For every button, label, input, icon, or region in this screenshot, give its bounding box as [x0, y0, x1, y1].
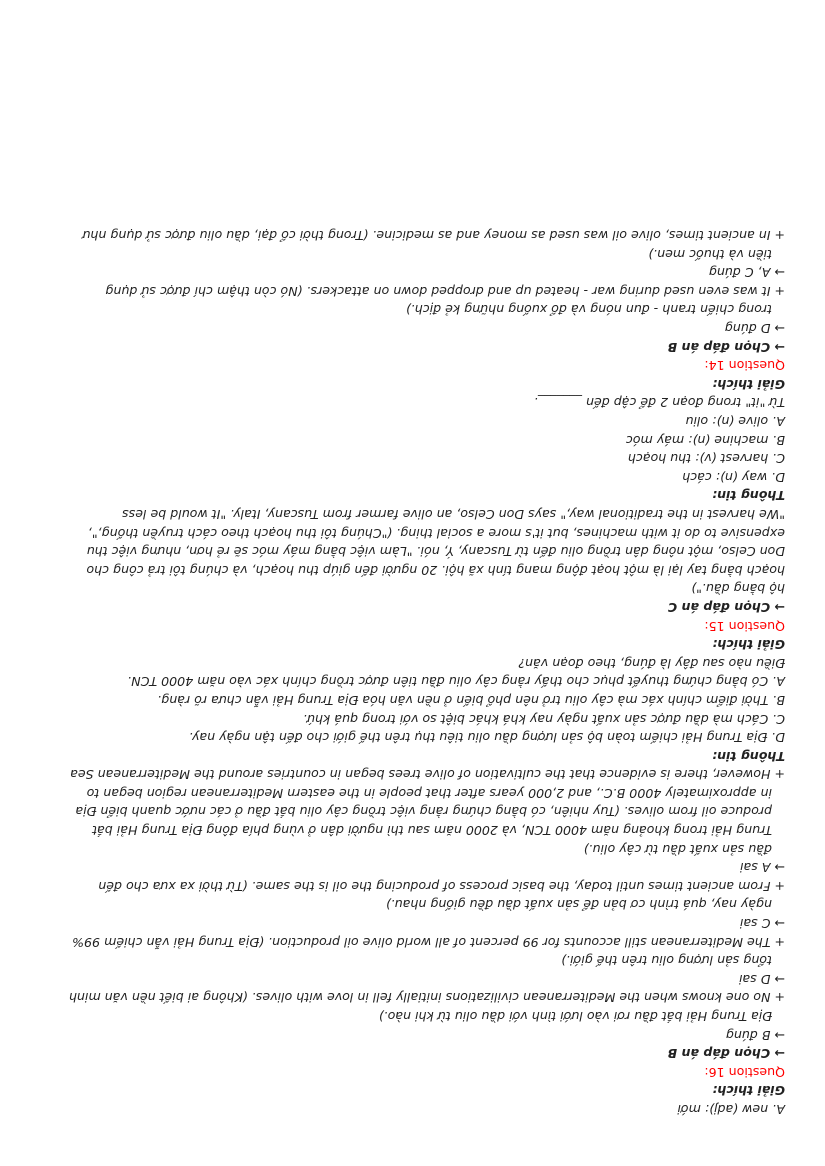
text-line: Don Celso, một nông dân trồng oliu đến từ Tuscany, Ý, nói. "Làm việc bằng máy móc sẽ rẻ hơn, nhưng việc thu [86, 544, 785, 560]
text-line: + In ancient times, olive oil was used as money and as medicine. (Trong thời cổ đại, dầu oliu được sử dụng như [82, 228, 785, 244]
text-line: A. Có bằng chứng thuyết phục cho thấy rằng cây oliu đầu tiên được trồng chính xác vào năm 4000 TCN. [127, 674, 785, 690]
text-line: "We harvest in the traditional way," says Don Celso, an olive farmer from Tuscany, Italy. "It would be less [122, 507, 785, 522]
text-line: Thông tin: [712, 748, 785, 764]
question-heading: Question 15: [704, 618, 785, 634]
text-line: B. machine (n): máy móc [625, 432, 785, 448]
text-line: expensive to do it with machines, but it's more a social thing. ("Chúng tôi thu hoạch theo cách truyền thống,", [87, 525, 785, 541]
text-line: ngày nay, quá trình cơ bản để sản xuất dầu đều giống nhau.) [385, 897, 772, 913]
text-line: Giải thích: [712, 1083, 785, 1099]
text-line: + It was even used during war - heated up and dropped down on attackers. (Nó còn thậm chí được sử dụng [105, 283, 785, 299]
text-line: → A sai [740, 860, 785, 876]
text-line: D. way (n): cách [682, 469, 785, 485]
text-line: B. Thời điểm chính xác mà cây oliu trở nên phổ biến ở nền văn hóa Địa Trung Hải vẫn chưa rõ ràng. [157, 692, 785, 708]
text-line: hộ bằng dầu.") [691, 581, 785, 597]
text-line: → C sai [739, 916, 785, 932]
text-line: Thông tin: [712, 488, 785, 504]
text-line: → D đúng [724, 321, 785, 337]
text-line: → Chọn đáp án C [667, 599, 785, 615]
text-line: in approximately 4000 B.C., and 2,000 years after that people in the eastern Mediterranean region began to [86, 785, 772, 801]
text-line: C. Cách mà dầu được sản xuất ngày nay khá khác biệt so với trong quá khứ. [303, 711, 785, 727]
text-line: tổng sản lượng oliu trên thế giới.) [561, 953, 772, 969]
text-line: + The Mediterranean still accounts for 99 percent of all world olive oil production. (Địa Trung Hải vẫn chiếm 99% [72, 934, 785, 950]
text-line: đầu sản xuất dầu từ cây oliu.) [583, 841, 772, 857]
text-line: trong chiến tranh - đun nóng và đổ xuống những kẻ địch.) [405, 302, 772, 318]
text-line: + However, there is evidence that the cultivation of olive trees began in countries around the Mediterranean Sea [70, 767, 785, 783]
text-line: → D sai [738, 971, 785, 987]
question-heading: Question 14: [704, 358, 785, 374]
text-line: → Chọn đáp án B [667, 339, 785, 355]
text-line: → B đúng [725, 1027, 785, 1043]
text-line: tiền và thuốc men.) [648, 246, 772, 262]
text-line: + From ancient times until today, the basic process of producing the oil is the same. (Từ thời xa xưa cho đến [98, 878, 785, 894]
answer-explanations [40, 226, 785, 1119]
text-line: Trung Hải trong khoảng năm 4000 TCN, và 2000 năm sau thì người dân ở vùng phía đông Địa Trung Hải bắt [92, 823, 772, 839]
text-line: produce oil from olives. (Tuy nhiên, có bằng chứng rằng việc trồng cây oliu bắt đầu ở các nước quanh biển Địa [75, 804, 772, 820]
text-line: A. olive (n): oliu [685, 414, 785, 430]
text-line: Từ "it" trong đoạn 2 để cập đến _______. [533, 395, 785, 411]
text-line: A. new (adj): mới [677, 1102, 785, 1117]
text-line: hoạch bằng tay lại là một hoạt động mang tính xã hội. 20 người đến giúp thu hoạch, và chúng tôi trả công cho [86, 562, 785, 578]
text-line: Điều nào sau đây là đúng, theo đoạn văn? [518, 655, 785, 671]
text-line: D. Địa Trung Hải chiếm toàn bộ sản lượng dầu oliu tiêu thụ trên thế giới cho đến tận ngày nay. [188, 730, 785, 746]
text-line: Giải thích: [712, 637, 785, 653]
text-line: C. harvest (v): thu hoạch [627, 451, 785, 467]
question-heading: Question 16: [704, 1064, 785, 1080]
text-line: → A, C đúng [708, 265, 785, 281]
text-line: + No one knows when the Mediterranean civilizations initially fell in love with olives. (Không ai biết nền văn minh [68, 990, 785, 1006]
text-line: Giải thích: [712, 376, 785, 392]
text-line: → Chọn đáp án B [667, 1046, 785, 1062]
text-line: Địa Trung Hải bắt đầu rơi vào lưới tình với dầu oliu từ khi nào.) [378, 1009, 772, 1025]
